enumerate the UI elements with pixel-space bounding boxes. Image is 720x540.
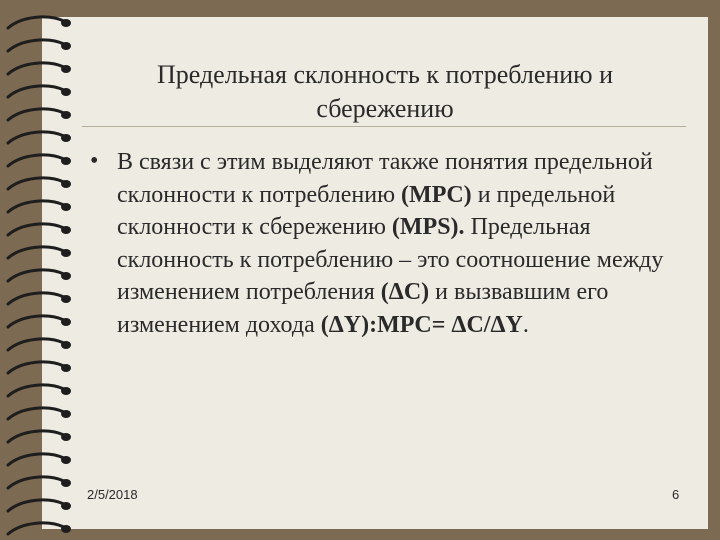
binding-ring: [8, 224, 64, 235]
term-mps: (MPS).: [391, 214, 465, 241]
binding-hole: [61, 410, 71, 418]
binding-hole: [61, 226, 71, 234]
binding-hole: [61, 65, 71, 73]
binding-hole: [61, 525, 71, 533]
binding-hole: [61, 88, 71, 96]
binding-ring: [8, 109, 64, 120]
binding-ring: [8, 132, 64, 143]
text-segment: Предельная склонность к потреблению – это соотношение между изменением потребления: [117, 214, 664, 306]
spiral-binding-icon: [0, 0, 80, 540]
binding-ring: [8, 454, 64, 465]
binding-ring: [8, 316, 64, 327]
binding-ring: [8, 17, 64, 28]
binding-ring: [8, 293, 64, 304]
binding-hole: [61, 341, 71, 349]
binding-ring: [8, 86, 64, 97]
title-divider: [82, 126, 686, 127]
binding-ring: [8, 500, 64, 511]
bullet-icon: •: [90, 148, 99, 174]
text-segment: и предельной склонности к сбережению: [117, 181, 616, 241]
formula: (ΔY):MPC= ΔC/ΔY: [320, 311, 523, 338]
binding-ring: [8, 431, 64, 442]
binding-ring: [8, 178, 64, 189]
title-line-1: Предельная склонность к потреблению и: [156, 60, 614, 89]
binding-hole: [61, 456, 71, 464]
term-delta-c: (ΔC): [380, 279, 430, 306]
binding-hole: [61, 111, 71, 119]
term-mpc: (MPC): [401, 181, 472, 208]
binding-hole: [61, 387, 71, 395]
bullet-text: [117, 146, 697, 342]
binding-ring: [8, 270, 64, 281]
footer-date: 2/5/2018: [87, 487, 138, 502]
binding-ring: [8, 477, 64, 488]
binding-ring: [8, 408, 64, 419]
slide-title: [90, 58, 680, 126]
binding-hole: [61, 19, 71, 27]
binding-ring: [8, 40, 64, 51]
binding-hole: [61, 433, 71, 441]
text-segment: .: [522, 311, 529, 338]
binding-ring: [8, 385, 64, 396]
binding-hole: [61, 295, 71, 303]
binding-ring: [8, 155, 64, 166]
binding-hole: [61, 272, 71, 280]
binding-hole: [61, 318, 71, 326]
binding-ring: [8, 339, 64, 350]
slide-number: 6: [672, 487, 680, 502]
binding-hole: [61, 249, 71, 257]
text-segment: и вызвавшим его изменением дохода: [117, 279, 609, 338]
binding-hole: [61, 203, 71, 211]
binding-ring: [8, 63, 64, 74]
title-line-2: сбережению: [316, 94, 454, 123]
binding-hole: [61, 364, 71, 372]
text-segment: В связи с этим выделяют также понятия предельной склонности к потреблению: [117, 149, 653, 208]
binding-ring: [8, 201, 64, 212]
binding-hole: [61, 180, 71, 188]
binding-hole: [61, 134, 71, 142]
binding-hole: [61, 157, 71, 165]
binding-ring: [8, 362, 64, 373]
binding-hole: [61, 42, 71, 50]
binding-ring: [8, 523, 64, 534]
binding-hole: [61, 479, 71, 487]
binding-hole: [61, 502, 71, 510]
binding-ring: [8, 247, 64, 258]
